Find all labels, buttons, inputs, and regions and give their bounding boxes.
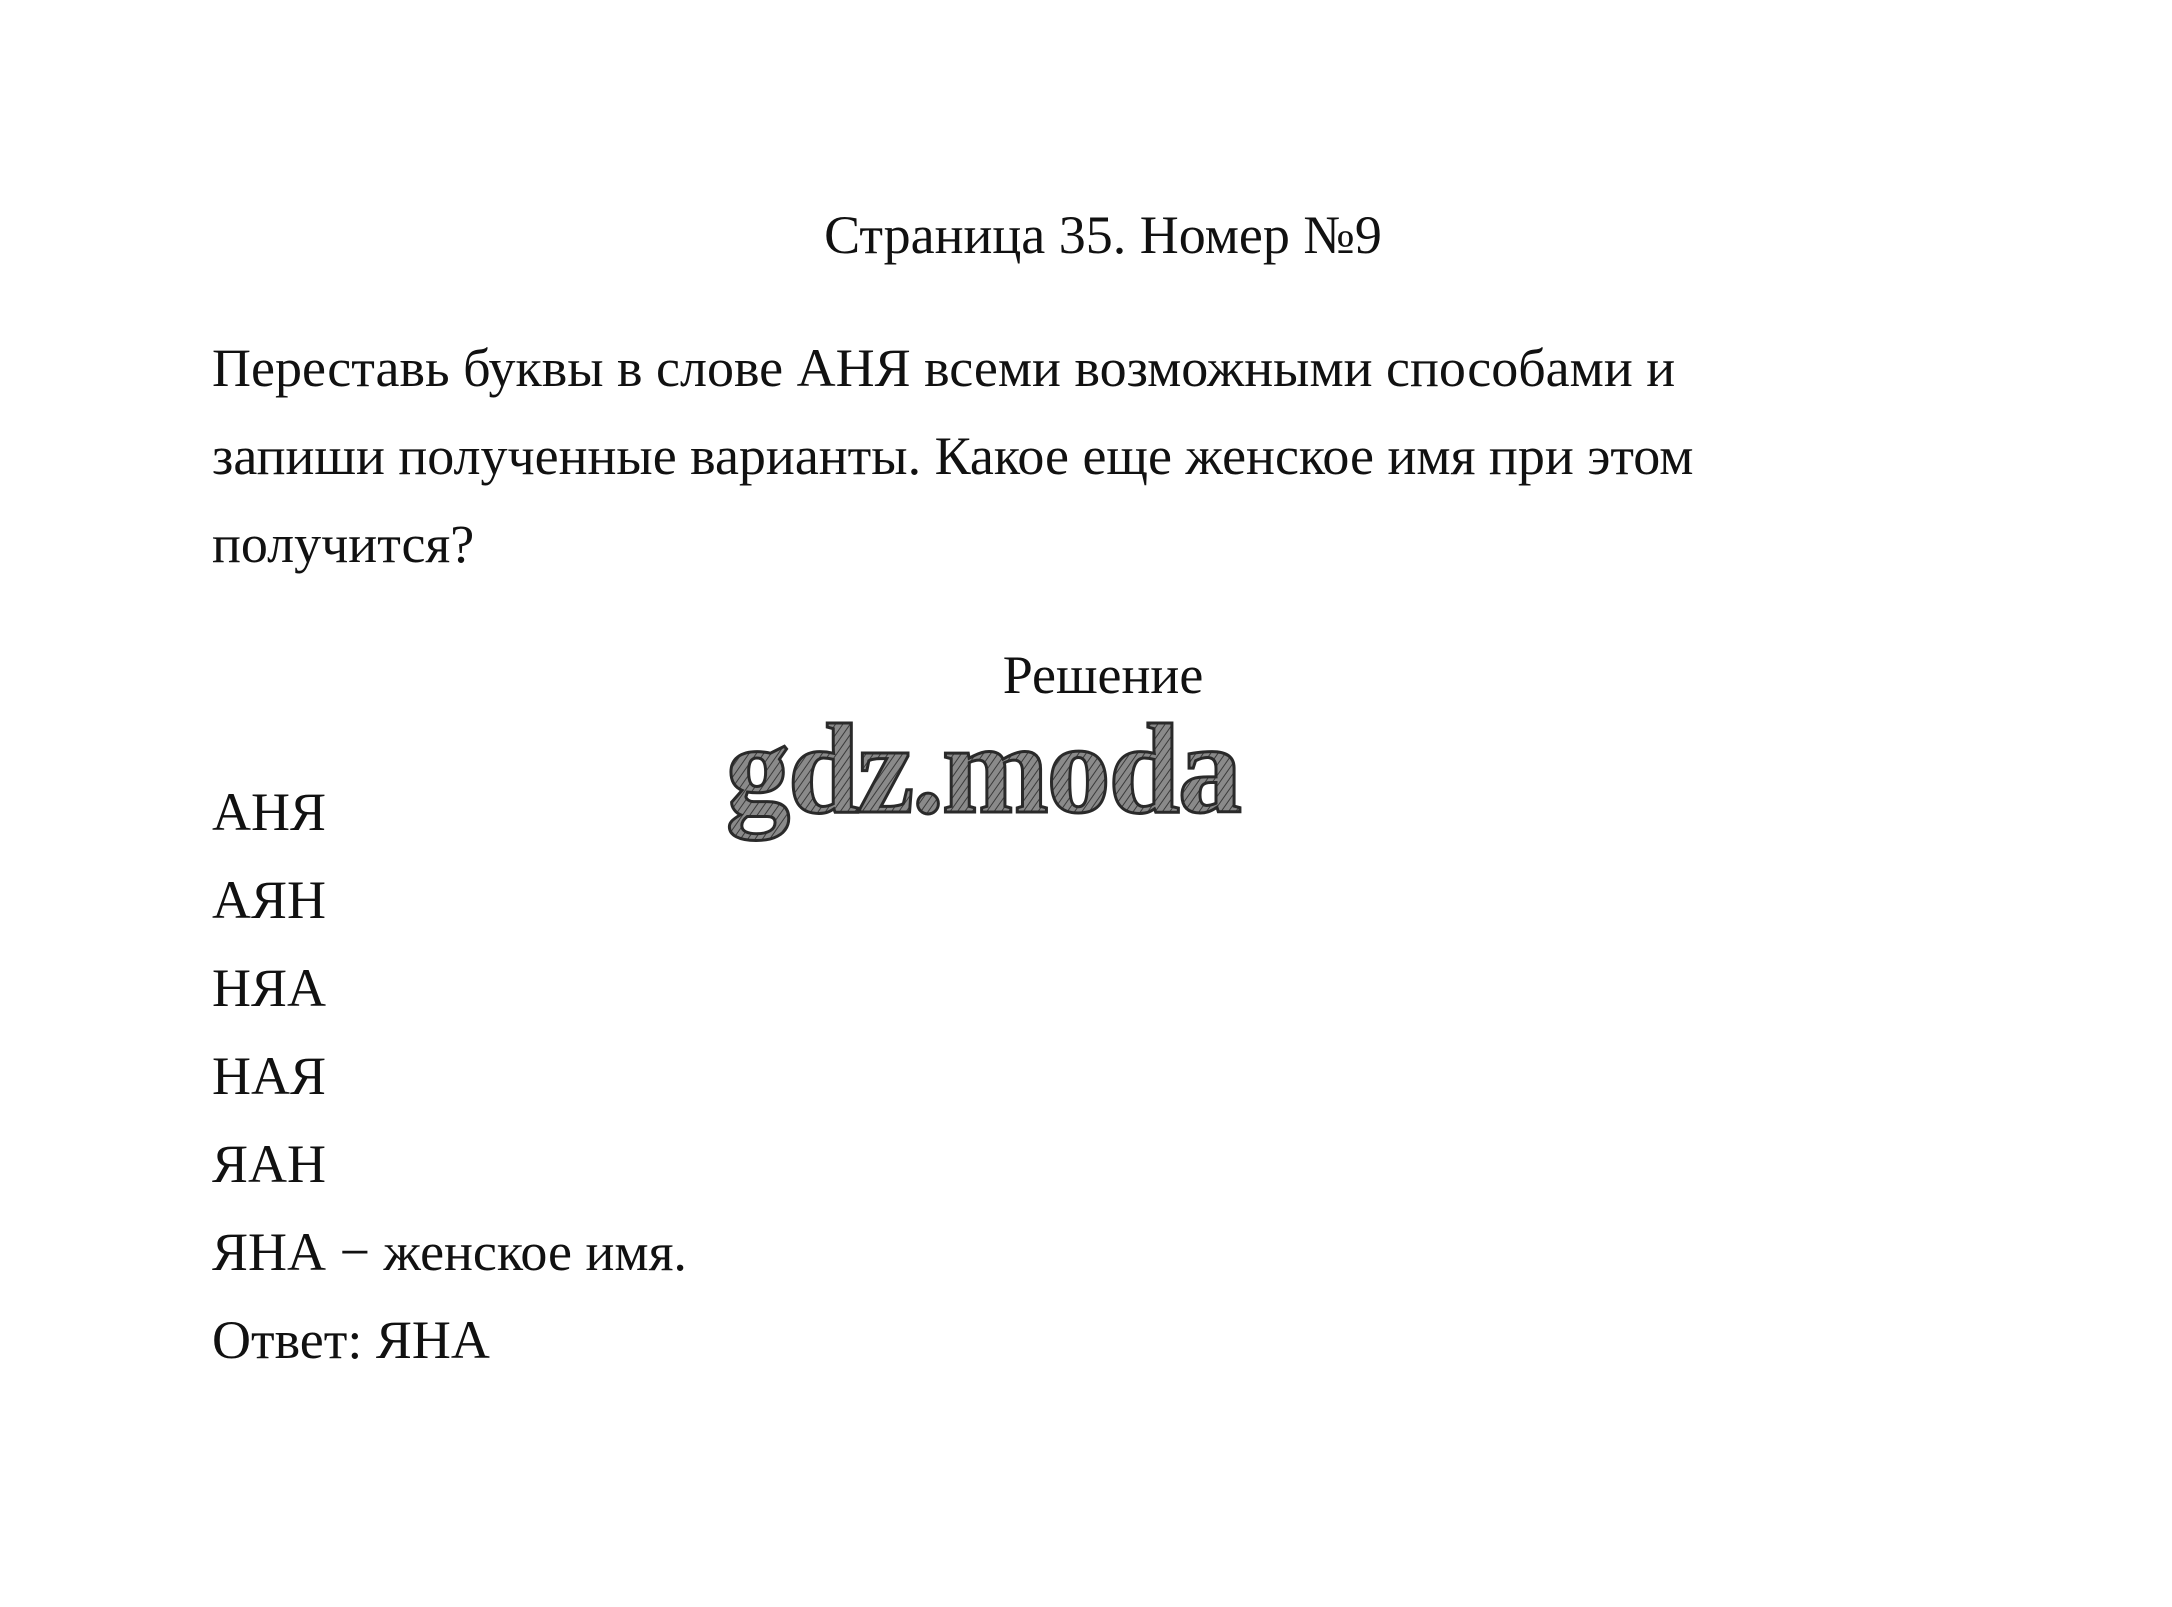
solution-list <box>212 768 687 1384</box>
answer-line: Ответ: ЯНА <box>212 1310 490 1370</box>
list-item: АНЯ <box>212 782 327 842</box>
watermark-logo-graphic <box>720 700 1360 870</box>
task-text <box>212 324 1992 588</box>
watermark-text: gdz.moda <box>726 700 1240 840</box>
list-item: АЯН <box>212 870 327 930</box>
task-line: получится? <box>212 514 475 574</box>
task-line: Переставь буквы в слове АНЯ всеми возможными способами и <box>212 338 1676 398</box>
task-line: запиши полученные варианты. Какое еще женское имя при этом <box>212 426 1694 486</box>
list-item: НАЯ <box>212 1046 327 1106</box>
solution-heading: Решение <box>1002 645 1204 705</box>
list-item: ЯАН <box>212 1134 327 1194</box>
watermark-logo <box>720 700 1360 870</box>
conclusion-line: ЯНА − женское имя. <box>212 1222 687 1282</box>
list-item: НЯА <box>212 958 327 1018</box>
page-title: Страница 35. Номер №9 <box>824 205 1382 265</box>
